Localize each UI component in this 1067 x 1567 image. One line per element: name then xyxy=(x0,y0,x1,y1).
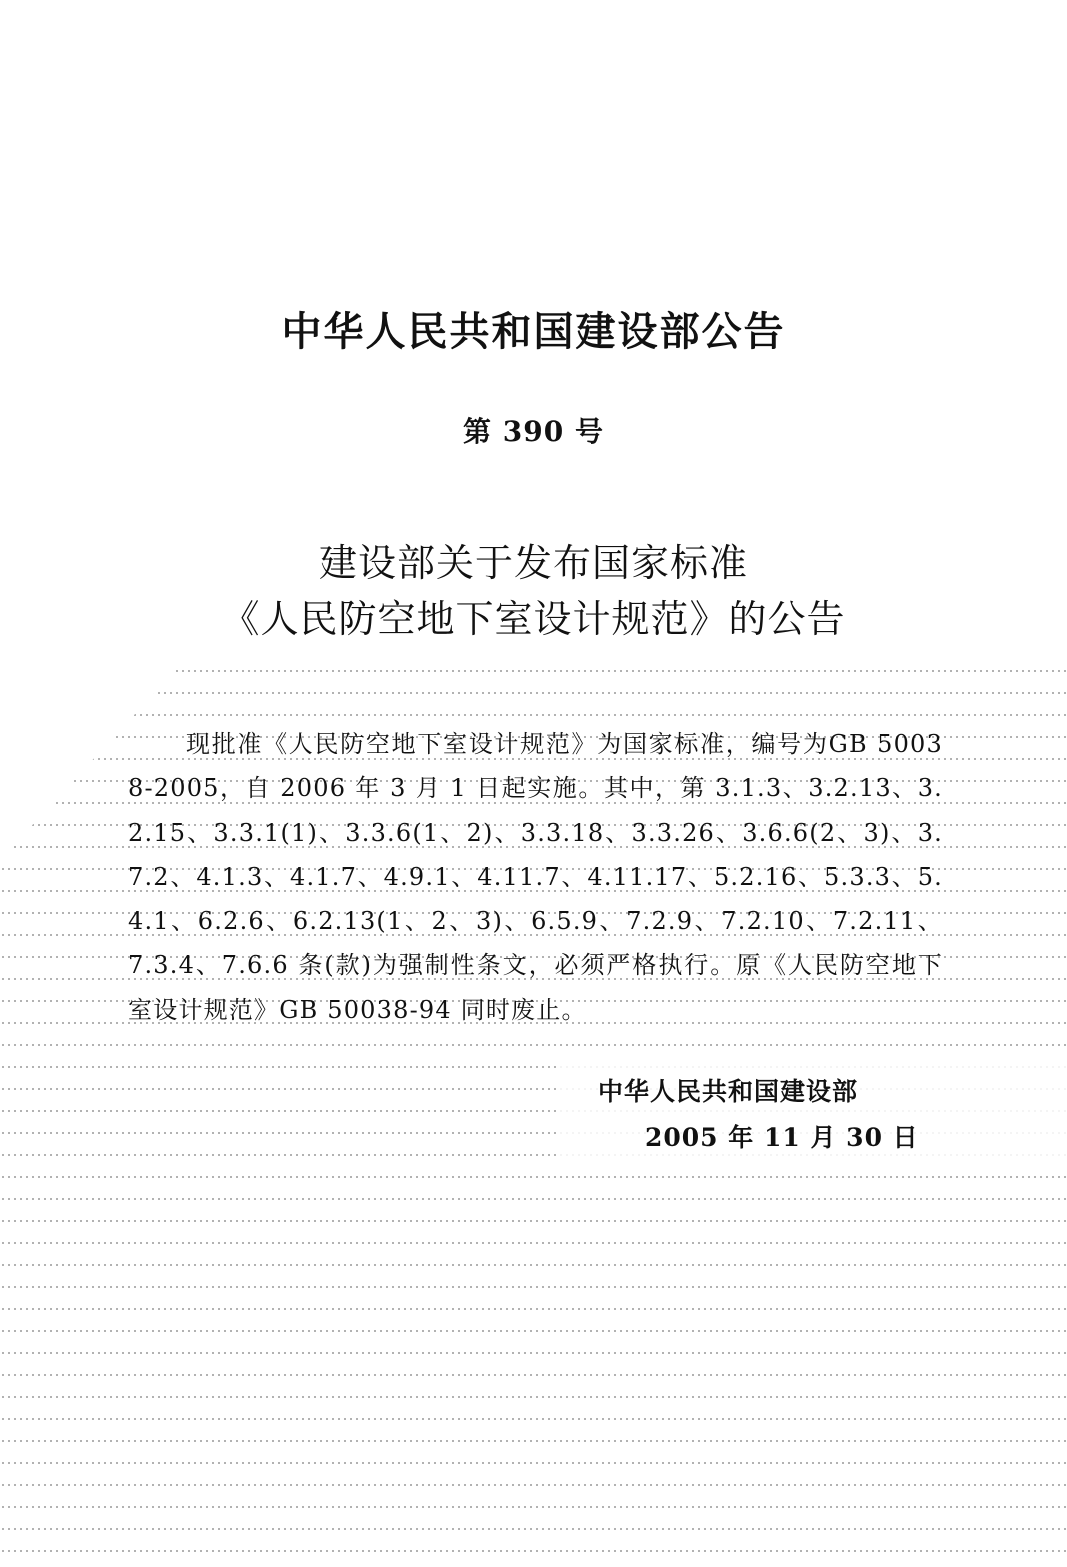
notice-number: 第 390 号 xyxy=(463,415,604,448)
notice-subtitle-line2: 《人民防空地下室设计规范》的公告 xyxy=(221,597,846,641)
signature-organization: 中华人民共和国建设部 xyxy=(598,1077,859,1106)
notice-body: 现批准《人民防空地下室设计规范》为国家标准，编号为GB 50038-2005，自 2006 年 3 月 1 日起实施。其中，第 3.1.3、3.2.13、3.2.15、3.3.1(1)、3.3.6(1、2)、3.3.18、3.3.26、3.6.6(2、3)、3.7.2、4.1.3、4.1.7、4.9.1、4.11.7、4.11.17、5.2.16、5.3.3、5.4.1、6.2.6、6.2.13(1、2、3)、6.5.9、7.2.9、7.2.10、7.2.11、7.3.4、7.6.6 条(款)为强制性条文，必须严格执行。原《人民防空地下室设计规范》GB 50038-94 同时废止。 xyxy=(128,730,943,1024)
issuer-title: 中华人民共和国建设部公告 xyxy=(281,309,786,355)
signature-date: 2005 年 11 月 30 日 xyxy=(645,1123,919,1152)
notice-subtitle-line1: 建设部关于发布国家标准 xyxy=(318,541,748,585)
